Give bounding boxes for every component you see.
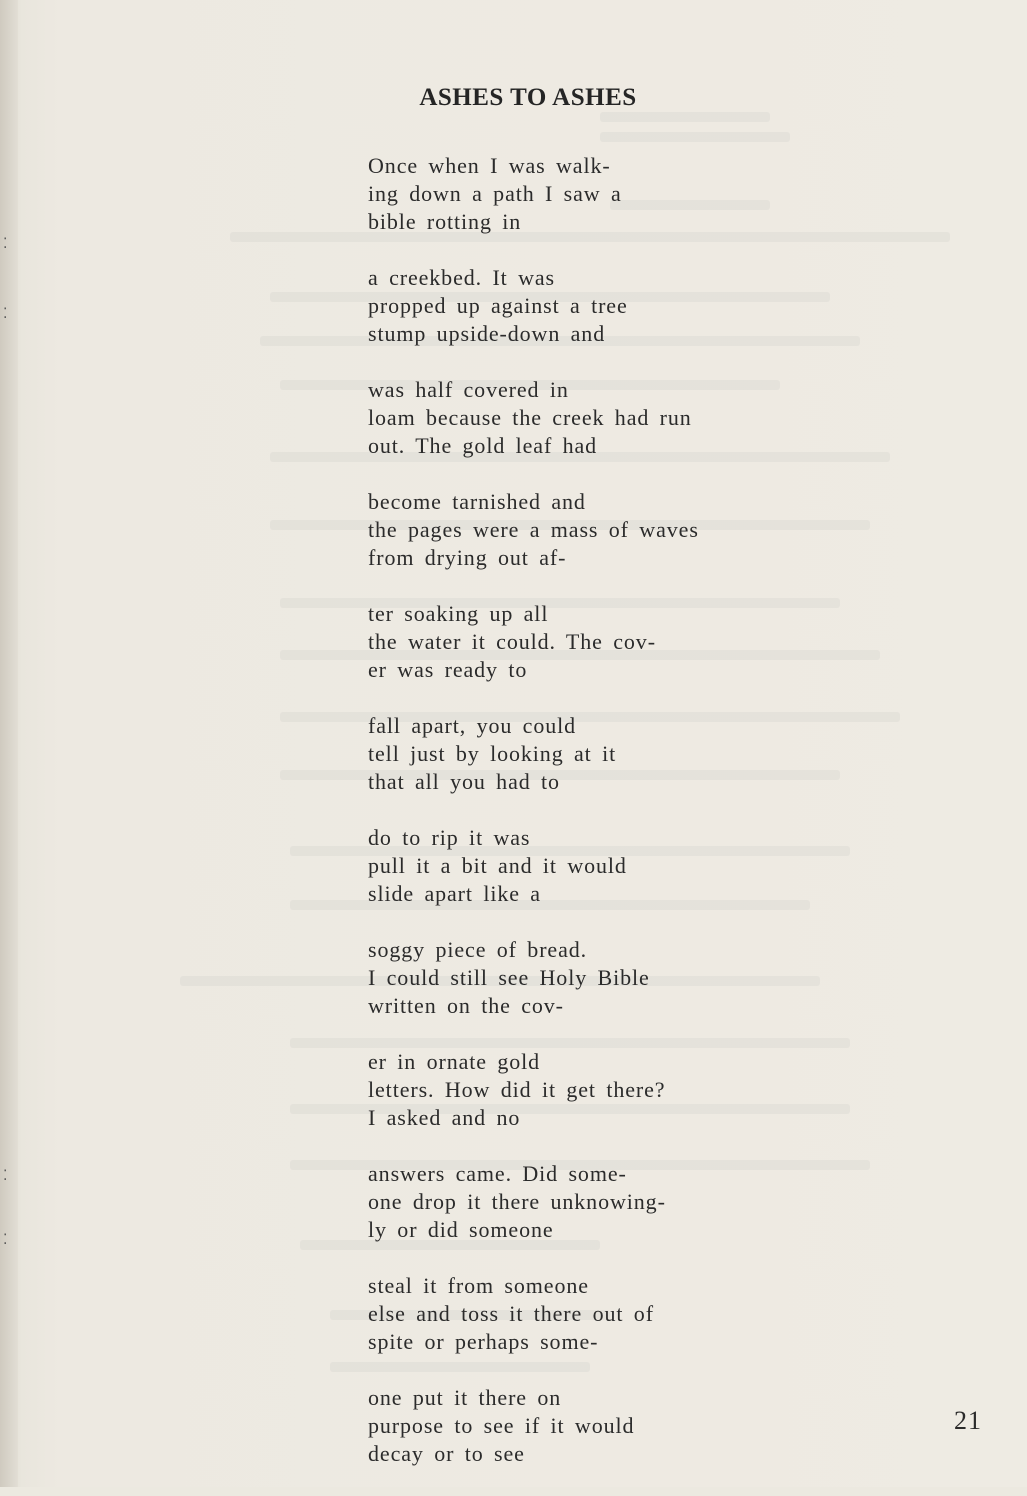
poem-line: was half covered in bbox=[368, 377, 569, 402]
stanza bbox=[368, 488, 968, 572]
poem-line: steal it from someone bbox=[368, 1273, 589, 1298]
poem-line: answers came. Did some- bbox=[368, 1161, 627, 1186]
stanza bbox=[368, 1272, 968, 1356]
stanza bbox=[368, 936, 968, 1020]
poem-line: spite or perhaps some- bbox=[368, 1329, 599, 1354]
poem-line: purpose to see if it would bbox=[368, 1413, 635, 1438]
poem-line: one put it there on bbox=[368, 1385, 562, 1410]
poem-line: stump upside-down and bbox=[368, 321, 606, 346]
poem-line: from drying out af- bbox=[368, 545, 567, 570]
poem-line: soggy piece of bread. bbox=[368, 937, 588, 962]
stanza bbox=[368, 376, 968, 460]
stanza bbox=[368, 1384, 968, 1468]
staple-mark-icon: ⁚ bbox=[3, 306, 8, 322]
poem-title: ASHES TO ASHES bbox=[419, 84, 637, 111]
poem-line: I asked and no bbox=[368, 1105, 521, 1130]
poem-line: fall apart, you could bbox=[368, 713, 577, 738]
poem-line: ing down a path I saw a bbox=[368, 181, 622, 206]
poem-line: become tarnished and bbox=[368, 489, 586, 514]
binding-edge bbox=[0, 0, 18, 1487]
poem-line: out. The gold leaf had bbox=[368, 433, 598, 458]
stanza bbox=[368, 1048, 968, 1132]
poem-line: letters. How did it get there? bbox=[368, 1077, 666, 1102]
poem-line: a creekbed. It was bbox=[368, 265, 556, 290]
poem-line: that all you had to bbox=[368, 769, 560, 794]
stanza bbox=[368, 712, 968, 796]
poem-line: propped up against a tree bbox=[368, 293, 628, 318]
poem-body bbox=[368, 152, 968, 1496]
poem-line: decay or to see bbox=[368, 1441, 525, 1466]
stanza bbox=[368, 824, 968, 908]
poem-line: er in ornate gold bbox=[368, 1049, 541, 1074]
poem-line: er was ready to bbox=[368, 657, 528, 682]
poem-line: do to rip it was bbox=[368, 825, 531, 850]
poem-line: ter soaking up all bbox=[368, 601, 549, 626]
poem-line: Once when I was walk- bbox=[368, 153, 611, 178]
page-number: 21 bbox=[954, 1406, 982, 1435]
poem-line: the water it could. The cov- bbox=[368, 629, 656, 654]
poem-line: I could still see Holy Bible bbox=[368, 965, 650, 990]
staple-mark-icon: ⁚ bbox=[3, 1168, 8, 1184]
poem-line: loam because the creek had run bbox=[368, 405, 692, 430]
staple-mark-icon: ⁚ bbox=[3, 1232, 8, 1248]
stanza bbox=[368, 152, 968, 236]
stanza bbox=[368, 1160, 968, 1244]
poem-line: else and toss it there out of bbox=[368, 1301, 654, 1326]
poem-line: bible rotting in bbox=[368, 209, 522, 234]
stanza bbox=[368, 600, 968, 684]
poem-line: pull it a bit and it would bbox=[368, 853, 627, 878]
poem-line: tell just by looking at it bbox=[368, 741, 617, 766]
stanza bbox=[368, 264, 968, 348]
poem-line: the pages were a mass of waves bbox=[368, 517, 699, 542]
staple-mark-icon: ⁚ bbox=[3, 236, 8, 252]
poem-line: ly or did someone bbox=[368, 1217, 554, 1242]
poem-line: written on the cov- bbox=[368, 993, 564, 1018]
poem-line: slide apart like a bbox=[368, 881, 541, 906]
poem-line: one drop it there unknowing- bbox=[368, 1189, 666, 1214]
